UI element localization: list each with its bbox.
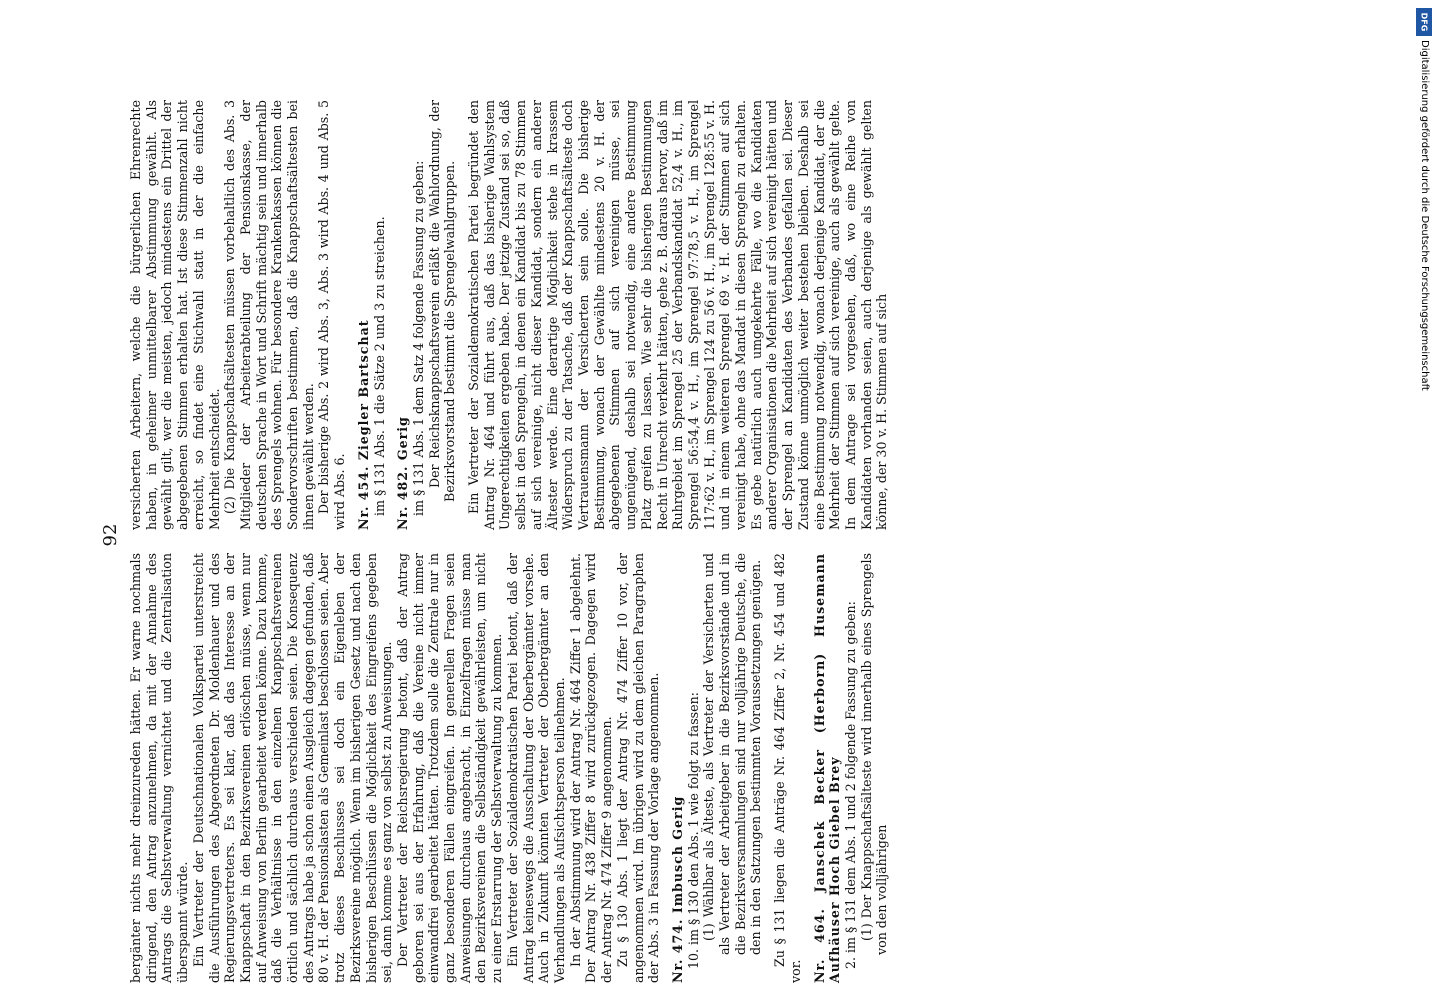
motion-text-482: Der Reichsknappschaftsverein erläßt die Wahlordnung, der Bezirksvorstand bestimmt die Sprengelwahlgruppen. (426, 100, 458, 502)
motion-heading-474: Nr. 474. Imbusch Gerig (669, 795, 685, 983)
paragraph: bergänter nichts mehr dreinzureden hätten. Er warne nochmals dringend, den Antrag anzunehmen, da mit der Annahme des Antrags die Selbstverwaltung vernichtet und die Zentralisation überspannt würde. (128, 553, 191, 983)
motion-line-474: 10. im § 130 den Abs. 1 wie folgt zu fassen: (685, 692, 701, 969)
rotated-page (100, 85, 1400, 985)
motion-line-482: im § 131 Abs. 1 dem Satz 4 folgende Fassung zu geben: (410, 160, 426, 516)
paragraph: Der bisherige Abs. 2 wird Abs. 3, Abs. 3 wird Abs. 4 und Abs. 5 wird Abs. 6. (316, 100, 348, 530)
paragraph: In der Abstimmung wird der Antrag Nr. 464 Ziffer 1 abgelehnt. Der Antrag Nr. 438 Ziffer 8 wird zurückgezogen. Dagegen wird der Antrag Nr. 474 Ziffer 9 angenommen. (567, 553, 615, 983)
motion-text-454: im § 131 Abs. 1 die Sätze 2 und 3 zu streichen. (371, 216, 387, 516)
paragraph: Ein Vertreter der Deutschnationalen Volkspartei unterstreicht die Ausführungen des Abgeordneten Dr. Moldenhauer und des Regierungsvertreters. Es sei klar, daß das Interesse an der Knappschaft in den Bezirksvereinen erlöschen müsse, wenn nur auf Anweisung von Berlin gearbeitet werden könne. Dazu komme, daß die Verhältnisse in den einzelnen Knappschaftsvereinen örtlich und sächlich durchaus verschieden seien. Die Konsequenz des Antrags habe ja schon einen Ausgleich dagegen gefunden, daß 80 v. H. der Pensionslasten als Gemeinlast beschlossen seien. Aber trotz dieses Beschlusses sei doch ein Eigenleben der Bezirksvereine möglich. Wenn im bisherigen Gesetz und nach den bisherigen Beschlüssen die Möglichkeit des Eingreifens gegeben sei, dann komme es ganz von selbst zu Anweisungen. (190, 553, 395, 983)
motion-heading-482: Nr. 482. Gerig (395, 416, 411, 530)
credit-text: Digitalisierung gefördert durch die Deutsche Forschungsgemeinschaft (1419, 40, 1430, 391)
dfg-logo: DFG (1416, 8, 1432, 36)
paragraph: (2) Die Knappschaftsältesten müssen vorbehaltlich des Abs. 3 Mitglieder der Arbeiterabteilung der Pensionskasse, der deutschen Sprache in Wort und Schrift mächtig sein und innerhalb des Sprengels wohnen. Für besondere Krankenkassen können die Sondervorschriften bestimmen, daß die Knappschaftsältesten bei ihnen gewählt werden. (222, 100, 316, 530)
right-column (128, 100, 890, 530)
left-column (128, 553, 890, 983)
paragraph: Ein Vertreter der Sozialdemokratischen Partei begründet den Antrag Nr. 464 und führt aus, daß das bisherige Wahlsystem Ungerechtigkeiten ergeben habe. Der jetzige Zustand sei so, daß selbst in den Sprengeln, in denen ein Kandidat bis zu 78 Stimmen auf sich vereinige, nicht dieser Kandidat, sondern ein anderer Ältester werde. Eine derartige Möglichkeit stehe in krassem Widerspruch zu der Tatsache, daß der Knappschaftsälteste doch Vertrauensmann der Versicherten sein solle. Die bisherige Bestimmung, wonach der Gewählte mindestens 20 v. H. der abgegebenen Stimmen auf sich vereinigen müsse, sei ungenügend, deshalb sei notwendig, eine andere Bestimmung Platz greifen zu lassen. Wie sehr die bisherigen Bestimmungen Recht in Unrecht verkehrt hätten, gehe z. B. daraus hervor, daß im Ruhrgebiet im Sprengel 25 der Verbandskandidat 52,4 v. H., im Sprengel 56:54,4 v. H., im Sprengel 97:78,5 v. H., im Sprengel 117:62 v. H., im Sprengel 124 zu 56 v. H., im Sprengel 128:55 v. H. und in einem weiteren Sprengel 69 v. H. der Stimmen auf sich vereinigt habe, ohne das Mandat in diesen Sprengeln zu erhalten. Es gebe natürlich auch umgekehrte Fälle, wo die Kandidaten anderer Organisationen die Mehrheit auf sich vereinigt hätten und der Sprengel an Kandidaten des Verbandes gefallen sei. Dieser Zustand könne unmöglich weiter bestehen bleiben. Deshalb sei eine Bestimmung notwendig, wonach derjenige Kandidat, der die Mehrheit der Stimmen auf sich vereinige, auch als gewählt gelte. In dem Antrage sei vorgesehen, daß, wo eine Reihe von Kandidaten vorhanden seien, auch derjenige als gewählt gelten könne, der 30 v. H. Stimmen auf sich (466, 100, 890, 530)
paragraph: Der Vertreter der Reichsregierung betont, daß der Antrag geboren sei aus der Erfahrung, daß die Vereine nicht immer einwandfrei gearbeitet hätten. Trotzdem solle die Zentrale nur in ganz besonderen Fällen eingreifen. In generellen Fragen seien Anweisungen durchaus angebracht, in Einzelfragen müsse man den Bezirksvereinen die Selbständigkeit gewährleisten, um nicht zu einer Erstarrung der Selbstverwaltung zu kommen. (394, 553, 505, 983)
paragraph: Zu § 130 Abs. 1 liegt der Antrag Nr. 474 Ziffer 10 vor, der angenommen wird. Im übrigen wird zu dem gleichen Paragraphen der Abs. 3 in Fassung der Vorlage angenommen. (614, 553, 662, 983)
motion-heading-464: Nr. 464. Janschek Becker (Herborn) Husemann Aufhäuser Hoch Giebel Brey (811, 553, 843, 983)
motion-text-474: (1) Wählbar als Älteste, als Vertreter der Versicherten und als Vertreter der Arbeitgeber in die Bezirksvorstände und in die Bezirksversammlungen sind nur volljährige Deutsche, die den in den Satzungen bestimmten Voraussetzungen genügen. (701, 553, 764, 955)
paragraph: Ein Vertreter der Sozialdemokratischen Partei betont, daß der Antrag keineswegs die Ausschaltung der Oberbergämter vorsehe. Auch in Zukunft könnten Vertreter der Oberbergämter an den Verhandlungen als Aufsichtsperson teilnehmen. (504, 553, 567, 983)
credit-strip (1412, 0, 1434, 1000)
paragraph: versicherten Arbeitern, welche die bürgerlichen Ehrenrechte haben, in geheimer unmittelbarer Abstimmung gewählt. Als gewählt gilt, wer die meisten, jedoch mindestens ein Drittel der abgegebenen Stimmen erhalten hat. Ist diese Stimmenzahl nicht erreicht, so findet eine Stichwahl statt in der die einfache Mehrheit entscheidet. (128, 100, 222, 530)
page-number: 92 (100, 523, 121, 547)
motion-line-464: 2. im § 131 dem Abs. 1 und 2 folgende Fassung zu geben: (842, 601, 858, 969)
motion-text-464: (1) Der Knappschaftsälteste wird innerhalb eines Sprengels von den volljährigen (858, 553, 890, 955)
motion-heading-454: Nr. 454. Ziegler Bartschat (355, 319, 371, 530)
paragraph: Zu § 131 liegen die Anträge Nr. 464 Ziffer 2, Nr. 454 und 482 vor. (772, 553, 803, 983)
